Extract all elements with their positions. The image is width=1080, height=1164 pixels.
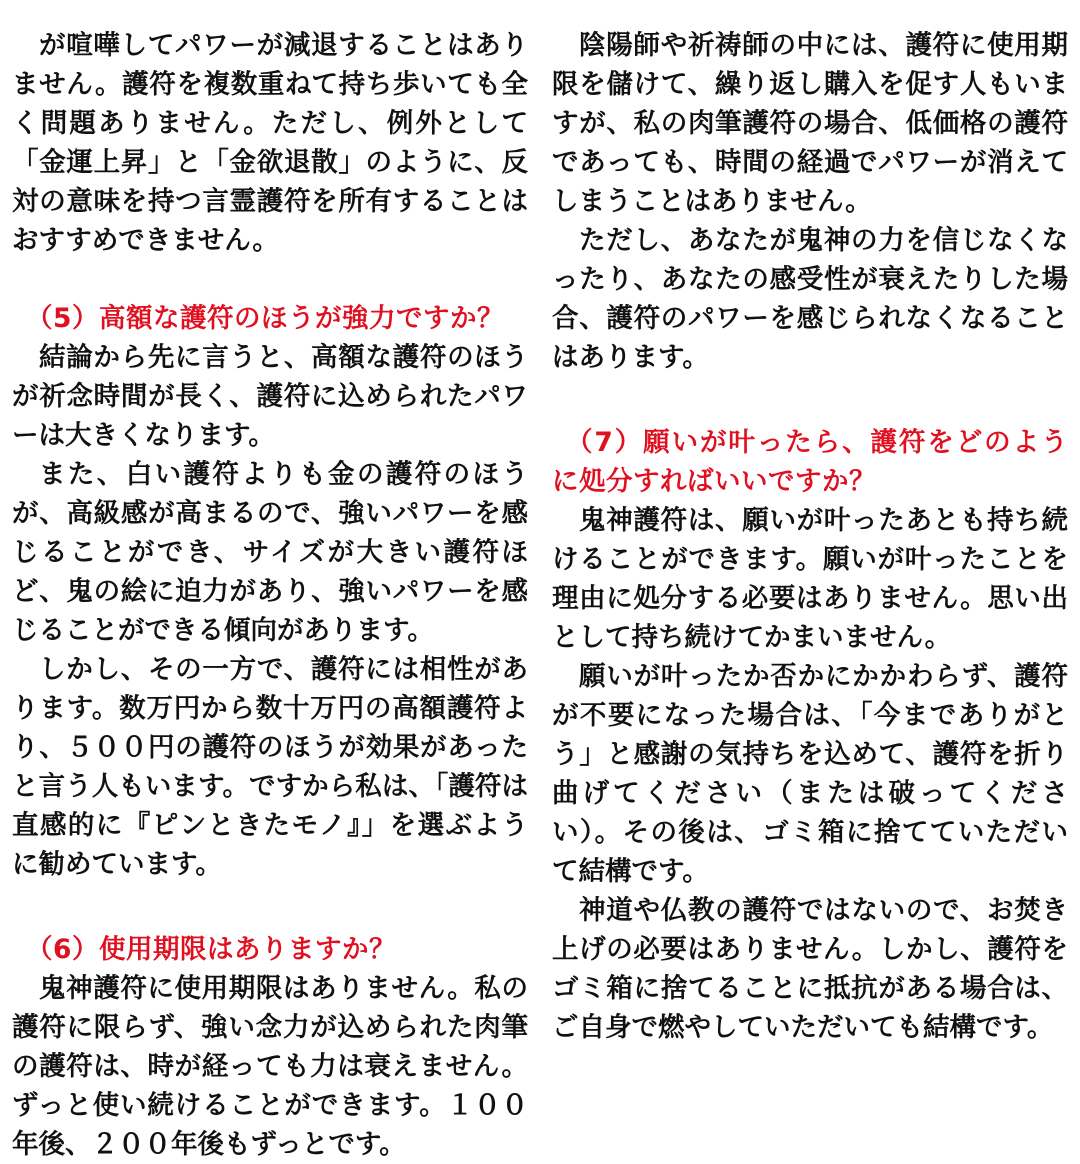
left-paragraph-5: 鬼神護符に使用期限はありません。私の護符に限らず、強い念力が込められた肉筆の護符は、時が経っても力は衰えません。ずっと使い続けることができます。１００年後、２００年後もずっとです。 bbox=[12, 973, 528, 1160]
right-paragraph-3: 鬼神護符は、願いが叶ったあとも持ち続けることができます。願いが叶ったことを理由に処分する必要はありません。思い出として持ち続けてかまいません。 bbox=[552, 505, 1068, 653]
heading-section-7: （7）願いが叶ったら、護符をどのように処分すればいいですか？ bbox=[552, 427, 1068, 497]
spacer-before-heading-7 bbox=[552, 377, 1068, 423]
left-column bbox=[12, 26, 528, 1164]
spacer-before-heading-6 bbox=[12, 884, 528, 930]
spacer-before-heading-5 bbox=[12, 260, 528, 299]
right-paragraph-1: 陰陽師や祈祷師の中には、護符に使用期限を儲けて、繰り返し購入を促す人もいますが、私の肉筆護符の場合、低価格の護符であっても、時間の経過でパワーが消えてしまうことはありません。 bbox=[552, 30, 1068, 217]
left-paragraph-1: が喧嘩してパワーが減退することはありません。護符を複数重ねて持ち歩いても全く問題ありません。ただし、例外として「金運上昇」と「金欲退散」のように、反対の意味を持つ言霊護符を所有することはおすすめできません。 bbox=[12, 30, 528, 256]
left-paragraph-4: しかし、その一方で、護符には相性があります。数万円から数十万円の高額護符より、５００円の護符のほうが効果があったと言う人もいます。ですから私は、「護符は直感的に『ピンときたモノ』」を選ぶように勧めています。 bbox=[12, 654, 528, 880]
right-paragraph-2: ただし、あなたが鬼神の力を信じなくなったり、あなたの感受性が衰えたりした場合、護符のパワーを感じられなくなることはあります。 bbox=[552, 225, 1068, 373]
heading-section-6: （6）使用期限はありますか？ bbox=[26, 934, 396, 965]
left-paragraph-2: 結論から先に言うと、高額な護符のほうが祈念時間が長く、護符に込められたパワーは大きくなります。 bbox=[12, 342, 528, 451]
right-paragraph-4: 願いが叶ったか否かにかかわらず、護符が不要になった場合は、「今までありがとう」と感謝の気持ちを込めて、護符を折り曲げてください（または破ってください）。その後は、ゴミ箱に捨てていただいて結構です。 bbox=[552, 661, 1068, 887]
right-column bbox=[552, 26, 1068, 1047]
left-paragraph-3: また、白い護符よりも金の護符のほうが、高級感が高まるので、強いパワーを感じることができ、サイズが大きい護符ほど、鬼の絵に迫力があり、強いパワーを感じることができる傾向があります。 bbox=[12, 459, 528, 646]
heading-section-5: （5）高額な護符のほうが強力ですか？ bbox=[26, 303, 504, 334]
right-paragraph-5: 神道や仏教の護符ではないので、お焚き上げの必要はありません。しかし、護符をゴミ箱に捨てることに抵抗がある場合は、ご自身で燃やしていただいても結構です。 bbox=[552, 895, 1068, 1043]
